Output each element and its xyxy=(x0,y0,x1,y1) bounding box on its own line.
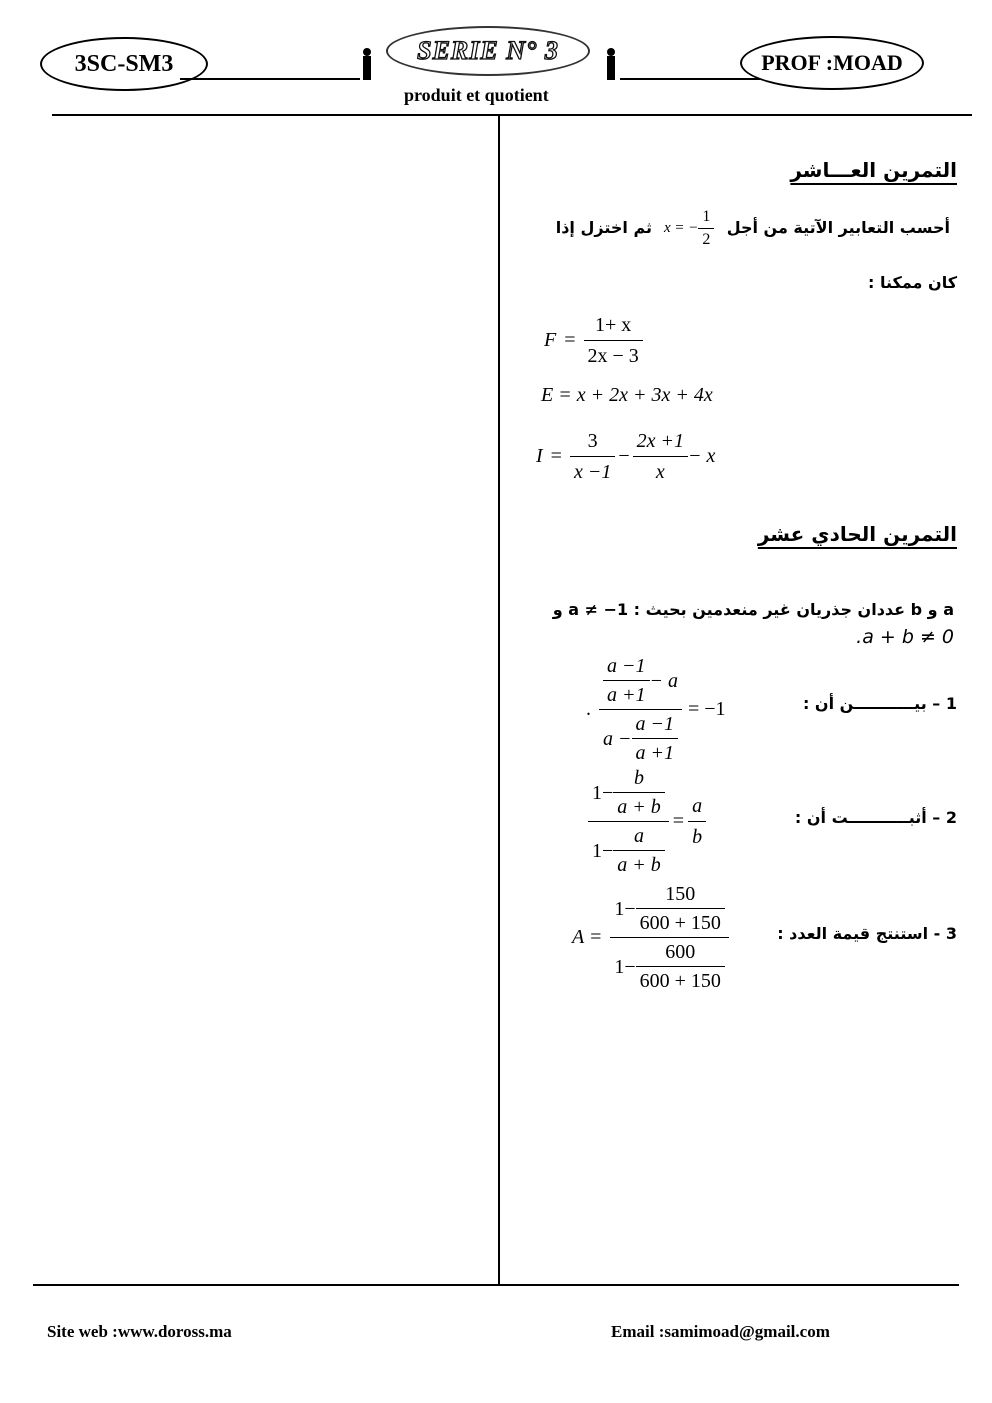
question2-equation: 1− $\frac{b}{a + b}$ 1− $\frac{a}{a + b}$ = $\frac{a}{b}$ xyxy=(588,764,706,879)
question3-equation: A = 1− $\frac{150}{600 + 150}$ 1− $\frac{600}{600 + 150}$ xyxy=(572,880,729,995)
column-divider xyxy=(498,115,500,1285)
pawn-icon xyxy=(604,46,618,82)
header-line-right xyxy=(620,78,760,80)
exercise11-intro-line2: .a + b ≠ 0 xyxy=(856,626,954,648)
F-numerator: 1+ x xyxy=(584,310,643,341)
header-line-left xyxy=(180,78,360,80)
exercise11-intro-line1: a و b عددان جذريان غير منعدمين بحيث : a ≠ −1 و xyxy=(552,600,954,619)
exercise11-title: التمرين الحادي عشر xyxy=(757,522,957,546)
pawn-icon xyxy=(360,46,374,82)
footer-site: Site web :www.doross.ma xyxy=(47,1322,232,1341)
teacher-badge xyxy=(740,36,924,90)
x-value: x = − $\frac{1}{2}$ xyxy=(664,206,714,251)
series-badge xyxy=(386,26,590,76)
class-label: 3SC-SM3 xyxy=(74,50,174,77)
exercise10-instruction3: كان ممكنا : xyxy=(868,273,957,292)
expression-E: E = x + 2x + 3x + 4x xyxy=(541,384,713,406)
F-denominator: 2x − 3 xyxy=(587,345,639,367)
footer-email: Email :samimoad@gmail.com xyxy=(611,1322,830,1341)
exercise10-title: التمرين العـــاشر xyxy=(790,158,957,182)
teacher-label: PROF :MOAD xyxy=(761,50,903,75)
question2-label: 2 – أثبـــــــــــت أن : xyxy=(794,808,957,827)
class-badge xyxy=(40,37,208,91)
question1-equation: . $\frac{a -1}{a +1}$ − a a − $\frac{a -1}{a +1}$ = −1 xyxy=(586,652,726,767)
expression-I: I = $\frac{3}{x -1}$ − $\frac{2x +1}{x}$ − x xyxy=(536,426,715,487)
top-rule xyxy=(52,114,972,116)
bottom-rule xyxy=(33,1284,959,1286)
page-subtitle: produit et quotient xyxy=(404,85,549,105)
expression-F: F = $\frac{1+ x}{2x - 3}$ xyxy=(544,310,643,371)
question1-label: 1 – بيـــــــــــن أن : xyxy=(802,694,957,713)
series-label: SERIE N° 3 xyxy=(417,36,559,65)
question3-label: 3 - استنتج قيمة العدد : xyxy=(777,924,957,943)
exercise10-instruction2: ثم اختزل إذا xyxy=(555,218,652,237)
exercise10-instruction: أحسب التعابير الآتية من أجل xyxy=(726,218,950,237)
